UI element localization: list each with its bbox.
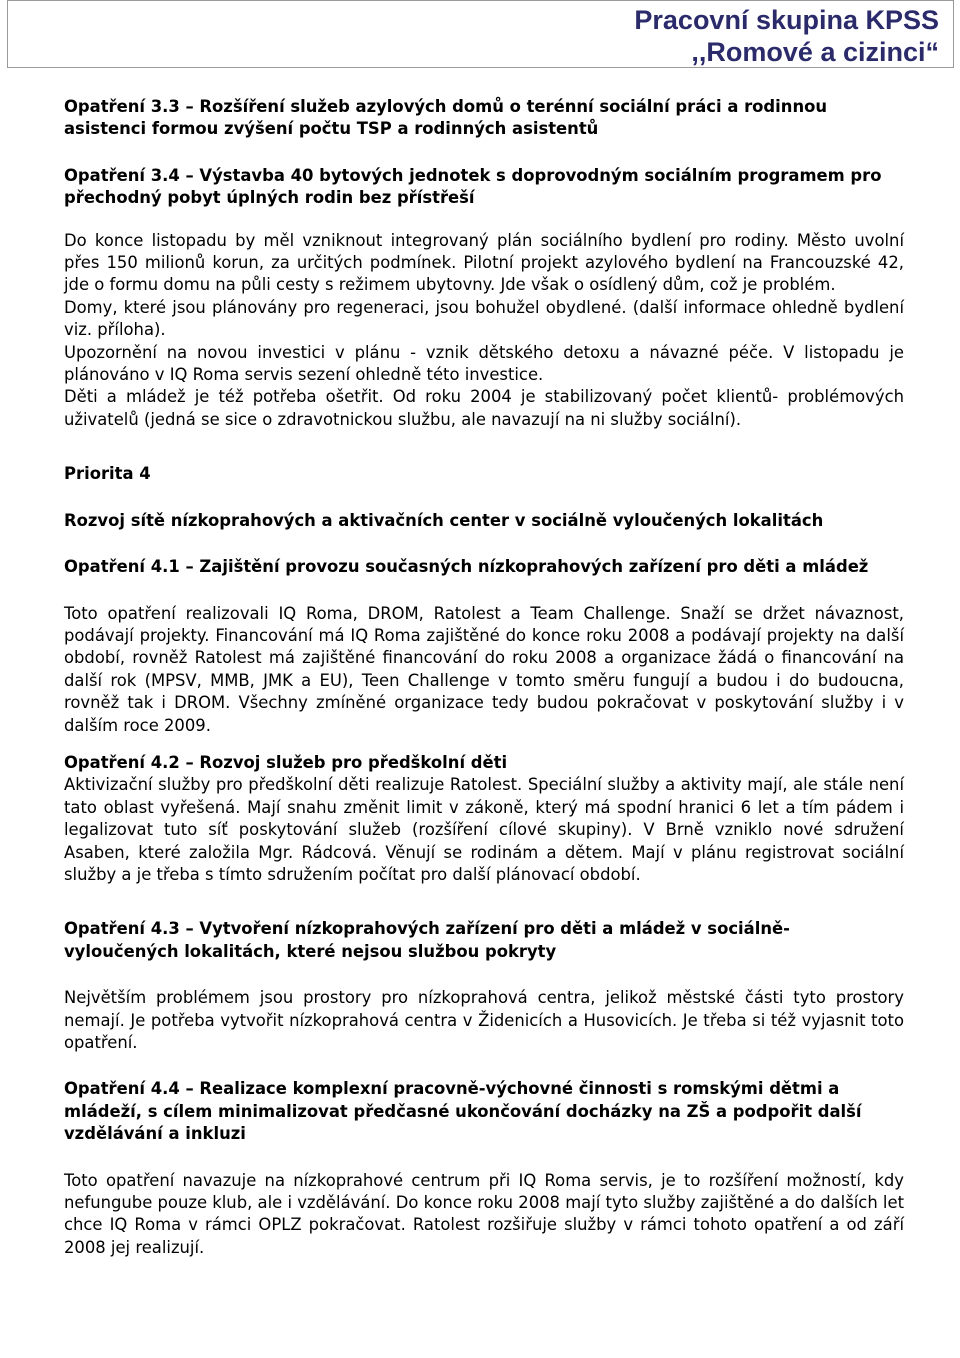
measure-4-1-heading: Opatření 4.1 – Zajištění provozu současných nízkoprahových zařízení pro děti a mládež [64,557,869,577]
measure-3-4-paragraph-3: Upozornění na novou investici v plánu - vznik dětského detoxu a návazné péče. V listopadu je plánováno v IQ Roma servis sezení ohledně této investice. [64,342,904,385]
measure-4-1-paragraph: Toto opatření realizovali IQ Roma, DROM, Ratolest a Team Challenge. Snaží se držet návaznost, podávají projekty. Financování má IQ Roma zajištěné do konce roku 2008 a podávají projekty na další období, rovněž Ratolest má zajištěné financování do roku 2008 a organizace žádá o financování na další rok (MPSV, MMB, JMK a EU), Teen Challenge v tomto směru fungují a budou i do budoucna, rovněž tak i DROM. Všechny zmíněné organizace tedy budou pokračovat v poskytování služby i v dalším roce 2009. [64,603,904,735]
measure-3-4-paragraph-4: Děti a mládež je též potřeba ošetřit. Od roku 2004 je stabilizovaný počet klientů- problémových uživatelů (jedná se sice o zdravotnickou službu, ale navazují na ni služby sociální). [64,387,904,429]
measure-4-4-paragraph: Toto opatření navazuje na nízkoprahové centrum při IQ Roma servis, je to rozšíření možností, kdy nefungube pouze klub, ale i vzdělávání. Do konce roku 2008 mají tyto služby zajištěné a do dalších let chce IQ Roma v rámci OPLZ pokračovat. Ratolest rozšiřuje služby v rámci tohoto opatření a od září 2008 jej realizují. [64,1170,904,1257]
measure-3-4-heading: Opatření 3.4 – Výstavba 40 bytových jednotek s doprovodným sociálním programem pro přechodný pobyt úplných rodin bez přístřeší [64,165,882,208]
measure-4-4-heading: Opatření 4.4 – Realizace komplexní pracovně-výchovné činnosti s romskými dětmi a mládeží, s cílem minimalizovat předčasné ukončování docházky na ZŠ a podpořit další vzdělávání a inkluzi [64,1079,862,1144]
measure-4-3-paragraph: Největším problémem jsou prostory pro nízkoprahová centra, jelikož městské části tyto prostory nemají. Je potřeba vytvořit nízkoprahová centra v Židenicích a Husovicích. Je třeba si též vyjasnit toto opatření. [64,988,904,1052]
header-title-line2: ,,Romové a cizinci“ [691,37,939,67]
priority-label: Priorita 4 [64,464,151,484]
measure-3-3-heading: Opatření 3.3 – Rozšíření služeb azylových domů o terénní sociální práci a rodinnou asistenci formou zvýšení počtu TSP a rodinných asistentů [64,97,828,139]
measure-4-2-paragraph: Aktivizační služby pro předškolní děti realizuje Ratolest. Speciální služby a aktivity mají, ale stále není tato oblast vyřešená. Mají snahu změnit limit v zákoně, který má spodní hranici 6 let a tím pádem i legalizovat tuto síť poskytování služeb (rozšíření cílové skupiny). V Brně vzniklo nové sdružení Asaben, které založila Mgr. Rádcová. Věnují se rodinám a dětem. Mají v plánu registrovat sociální služby a je třeba s tímto sdružením počítat pro další plánovací období. [64,775,904,884]
priority-title: Rozvoj sítě nízkoprahových a aktivačních center v sociálně vyloučených lokalitách [64,510,824,530]
measure-3-4-paragraph-1: Do konce listopadu by měl vzniknout integrovaný plán sociálního bydlení pro rodiny. Město uvolní přes 150 milionů korun, za určitých podmínek. Pilotní projekt azylového bydlení na Francouzské 42, jde o formu domu na půli cesty s režimem ubytovny. Jde však o osídlený dům, což je problém. [64,230,904,295]
measure-3-4-paragraph-2: Domy, které jsou plánovány pro regeneraci, jsou bohužel obydlené. (další informace ohledně bydlení viz. příloha). [64,297,904,340]
header-title [634,4,939,68]
header-title-line1: Pracovní skupina KPSS [634,5,939,35]
page-header [7,0,954,68]
measure-4-3-heading: Opatření 4.3 – Vytvoření nízkoprahových zařízení pro děti a mládež v sociálně- vyloučených lokalitách, které nejsou službou pokryty [64,919,790,961]
measure-4-2-heading: Opatření 4.2 – Rozvoj služeb pro předškolní děti [64,752,508,772]
document-body [64,96,904,1259]
